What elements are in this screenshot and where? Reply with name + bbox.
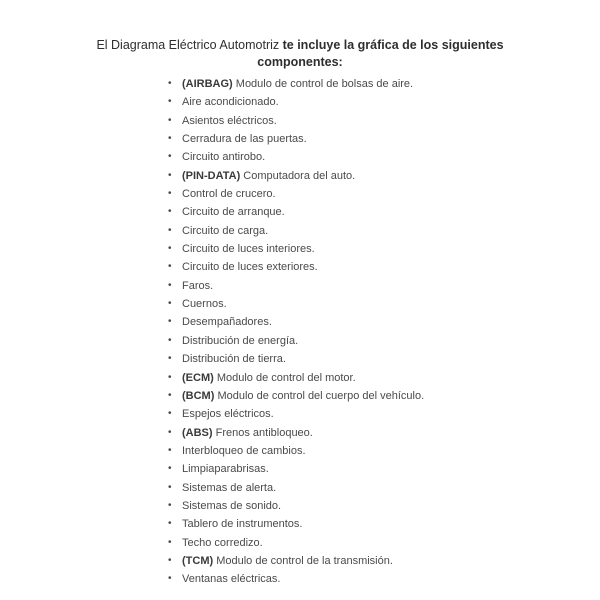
bullet-icon: •	[168, 518, 172, 530]
component-label: Cuernos.	[182, 298, 227, 311]
list-item	[166, 442, 424, 460]
bullet-icon: •	[168, 206, 172, 218]
bullet-icon: •	[168, 169, 172, 181]
list-item	[166, 130, 424, 148]
list-item	[166, 295, 424, 313]
list-item	[166, 387, 424, 405]
intro-heading	[90, 37, 510, 71]
intro-heading-bold: te incluye la gráfica de los siguientes componentes:	[257, 38, 504, 69]
list-item	[166, 277, 424, 295]
component-tag: (TCM)	[182, 554, 214, 567]
bullet-icon: •	[168, 481, 172, 493]
bullet-icon: •	[168, 151, 172, 163]
bullet-icon: •	[168, 426, 172, 438]
list-item	[166, 332, 424, 350]
component-label: Circuito de luces interiores.	[182, 243, 315, 256]
intro-heading-regular: El Diagrama Eléctrico Automotriz	[96, 38, 283, 52]
component-label: Limpiaparabrisas.	[182, 463, 269, 476]
component-label: Ventanas eléctricas.	[182, 573, 281, 586]
bullet-icon: •	[168, 554, 172, 566]
list-item	[166, 424, 424, 442]
list-item	[166, 515, 424, 533]
list-item	[166, 148, 424, 166]
component-label: Asientos eléctricos.	[182, 114, 277, 127]
bullet-icon: •	[168, 316, 172, 328]
list-item	[166, 460, 424, 478]
component-label: Desempañadores.	[182, 316, 272, 329]
component-label: Sistemas de alerta.	[182, 481, 277, 494]
component-label: Distribución de tierra.	[182, 353, 286, 366]
component-label: Tablero de instrumentos.	[182, 518, 303, 531]
list-item	[166, 203, 424, 221]
component-label: Modulo de control de la transmisión.	[213, 554, 393, 567]
component-label: Circuito de arranque.	[182, 206, 285, 219]
bullet-icon: •	[168, 78, 172, 89]
list-item	[166, 240, 424, 258]
component-label: Modulo de control del motor.	[213, 371, 356, 384]
component-label: Computadora del auto.	[240, 169, 356, 182]
component-tag: (BCM)	[182, 389, 215, 402]
component-label: Control de crucero.	[182, 188, 276, 201]
component-label: Circuito antirobo.	[182, 151, 266, 164]
list-item	[166, 112, 424, 130]
bullet-icon: •	[168, 353, 172, 365]
list-item	[166, 75, 424, 93]
component-label: Cerradura de las puertas.	[182, 133, 307, 146]
list-item	[166, 222, 424, 240]
component-tag: (AIRBAG)	[182, 78, 233, 90]
component-label: Aire acondicionado.	[182, 96, 279, 109]
bullet-icon: •	[168, 243, 172, 255]
bullet-icon: •	[168, 463, 172, 475]
component-tag: (PIN-DATA)	[182, 169, 241, 182]
list-item	[166, 552, 424, 570]
list-item	[166, 369, 424, 387]
bullet-icon: •	[168, 536, 172, 548]
list-item	[166, 350, 424, 368]
bullet-icon: •	[168, 371, 172, 383]
bullet-icon: •	[168, 133, 172, 145]
component-list	[166, 75, 424, 589]
list-item	[166, 258, 424, 276]
component-label: Frenos antibloqueo.	[212, 426, 313, 439]
component-label: Espejos eléctricos.	[182, 408, 274, 421]
list-item	[166, 570, 424, 588]
list-item	[166, 93, 424, 111]
bullet-icon: •	[168, 188, 172, 200]
bullet-icon: •	[168, 389, 172, 401]
component-label: Modulo de control del cuerpo del vehículo.	[214, 389, 425, 402]
bullet-icon: •	[168, 573, 172, 585]
component-label: Modulo de control de bolsas de aire.	[232, 78, 414, 90]
list-item	[166, 185, 424, 203]
bullet-icon: •	[168, 298, 172, 310]
bullet-icon: •	[168, 261, 172, 273]
component-label: Interbloqueo de cambios.	[182, 444, 306, 457]
list-item	[166, 167, 424, 185]
bullet-icon: •	[168, 224, 172, 236]
bullet-icon: •	[168, 279, 172, 291]
bullet-icon: •	[168, 499, 172, 511]
bullet-icon: •	[168, 444, 172, 456]
component-label: Sistemas de sonido.	[182, 499, 282, 512]
bullet-icon: •	[168, 334, 172, 346]
list-item	[166, 534, 424, 552]
list-item	[166, 479, 424, 497]
list-item	[166, 497, 424, 515]
component-label: Techo corredizo.	[182, 536, 263, 549]
list-item	[166, 313, 424, 331]
bullet-icon: •	[168, 96, 172, 108]
component-label: Circuito de luces exteriores.	[182, 261, 318, 274]
list-item	[166, 405, 424, 423]
component-label: Distribución de energía.	[182, 334, 299, 347]
component-label: Faros.	[182, 279, 214, 292]
component-label: Circuito de carga.	[182, 224, 269, 237]
bullet-icon: •	[168, 408, 172, 420]
component-tag: (ECM)	[182, 371, 214, 384]
bullet-icon: •	[168, 114, 172, 126]
component-tag: (ABS)	[182, 426, 213, 439]
